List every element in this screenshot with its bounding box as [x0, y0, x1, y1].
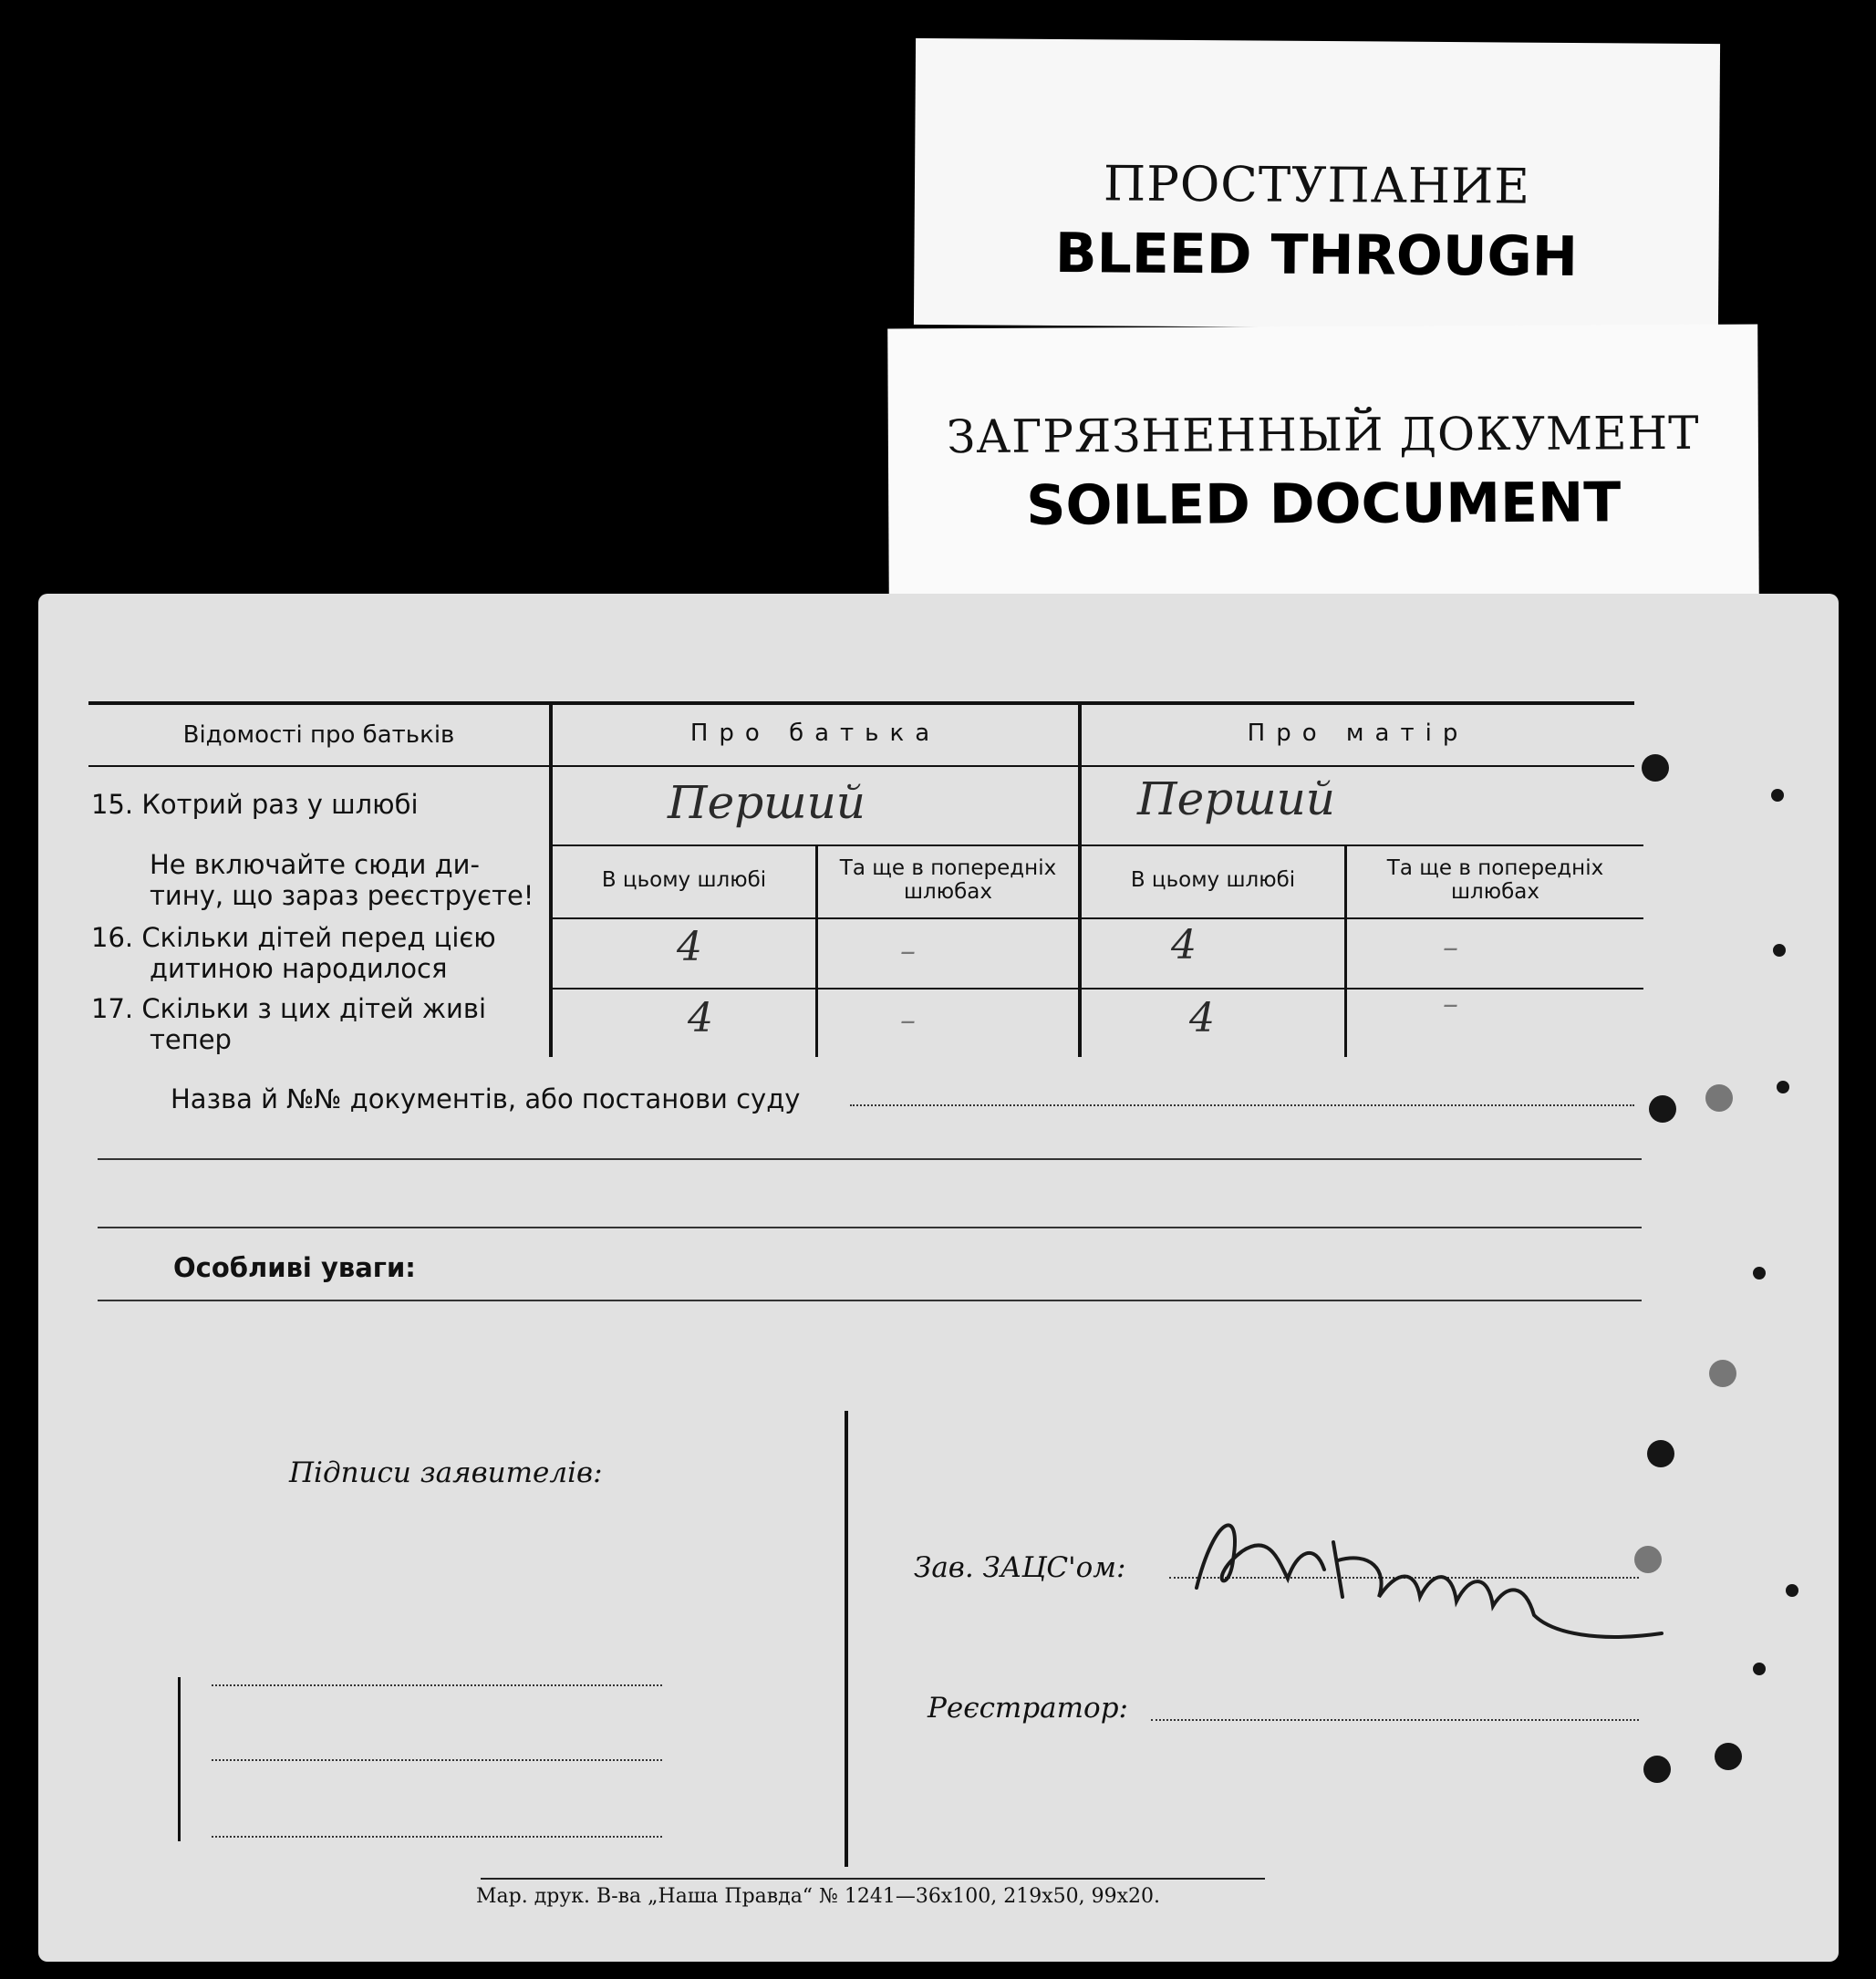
mother-prev-marriages-header-2: шлюбах — [1451, 880, 1539, 904]
header-parents-info: Відомості про батьків — [182, 721, 455, 749]
applicants-brace — [178, 1677, 181, 1841]
q17-father-prev: – — [900, 1002, 916, 1039]
printer-imprint: Мар. друк. В-ва „Наша Правда“ № 1241—36x100, 219x50, 99x20. — [476, 1885, 1160, 1908]
q15-mother-answer: Перший — [1137, 772, 1335, 825]
binding-hole-icon — [1643, 1756, 1671, 1783]
documents-field-line — [850, 1104, 1634, 1106]
question-16-line-1: 16. Скільки дітей перед цією — [91, 922, 496, 953]
registrar-signature-line — [1151, 1719, 1639, 1721]
q16-mother-this: 4 — [1171, 922, 1197, 969]
father-this-marriage-header: В цьому шлюбі — [601, 868, 767, 892]
question-15-label: 15. Котрий раз у шлюбі — [91, 789, 419, 820]
applicants-signatures-label: Підписи заявителів: — [289, 1456, 603, 1489]
binding-hole-icon — [1649, 1095, 1676, 1123]
applicant-signature-line-3 — [212, 1836, 662, 1838]
q17-mother-this: 4 — [1189, 995, 1215, 1041]
binding-hole-icon — [1773, 944, 1786, 957]
binding-hole-icon — [1753, 1663, 1766, 1675]
bleed-through-label-ru: ПРОСТУПАНИЕ — [1103, 156, 1531, 215]
question-17-line-1: 17. Скільки з цих дітей живі — [91, 993, 487, 1024]
table-row-rule-1 — [549, 844, 1643, 846]
binding-hole-icon — [1647, 1440, 1674, 1467]
remarks-line — [98, 1300, 1642, 1301]
table-row-rule-2 — [549, 917, 1643, 919]
header-mother: Про матір — [1247, 720, 1469, 747]
table-top-rule — [88, 701, 1634, 705]
table-row-rule-3 — [549, 988, 1643, 990]
applicant-signature-line-2 — [212, 1759, 662, 1761]
binding-hole-icon — [1634, 1546, 1662, 1573]
documents-line-3 — [98, 1227, 1642, 1228]
header-father: Про батька — [689, 720, 941, 747]
bleed-through-label — [914, 38, 1720, 330]
documents-line-2 — [98, 1158, 1642, 1160]
binding-hole-icon — [1705, 1084, 1733, 1112]
q17-father-this: 4 — [688, 995, 713, 1041]
mother-prev-marriages-header-1: Та ще в попередніх — [1386, 856, 1604, 880]
father-prev-marriages-header-2: шлюбах — [904, 880, 992, 904]
remarks-label: Особливі уваги: — [173, 1252, 416, 1283]
binding-hole-icon — [1786, 1584, 1798, 1597]
soiled-document-label-ru: ЗАГРЯЗНЕННЫЙ ДОКУМЕНТ — [946, 406, 1700, 464]
q16-father-this: 4 — [677, 924, 702, 970]
registration-card — [38, 594, 1839, 1962]
documents-label: Назва й №№ документів, або постанови суду — [171, 1083, 801, 1114]
table-header-rule — [88, 765, 1634, 767]
q16-mother-prev: – — [1443, 929, 1458, 966]
q17-mother-prev: – — [1443, 986, 1458, 1022]
binding-hole-icon — [1642, 754, 1669, 782]
q15-father-answer: Перший — [668, 776, 865, 829]
binding-hole-icon — [1709, 1360, 1736, 1387]
applicant-signature-line-1 — [212, 1684, 662, 1686]
question-16-line-2: дитиною народилося — [150, 953, 448, 984]
q16-father-prev: – — [900, 933, 916, 969]
footer-rule — [481, 1878, 1265, 1880]
binding-hole-icon — [1777, 1081, 1789, 1093]
head-signature-scribble — [1187, 1497, 1680, 1652]
head-zags-label: Зав. ЗАЦС'ом: — [914, 1551, 1126, 1584]
soiled-document-label — [887, 325, 1759, 603]
bleed-through-label-en: BLEED THROUGH — [1054, 221, 1579, 289]
mother-this-marriage-header: В цьому шлюбі — [1130, 868, 1296, 892]
father-prev-marriages-header-1: Та ще в попередніх — [839, 856, 1057, 880]
binding-hole-icon — [1715, 1743, 1742, 1770]
note-line-1: Не включайте сюди ди- — [150, 849, 480, 880]
signature-divider — [845, 1411, 848, 1867]
binding-hole-icon — [1753, 1267, 1766, 1280]
registrar-label: Реєстратор: — [928, 1692, 1128, 1725]
note-line-2: тину, що зараз реєструєте! — [150, 880, 534, 911]
question-17-line-2: тепер — [150, 1024, 232, 1055]
soiled-document-label-en: SOILED DOCUMENT — [1026, 471, 1622, 538]
binding-hole-icon — [1771, 789, 1784, 802]
